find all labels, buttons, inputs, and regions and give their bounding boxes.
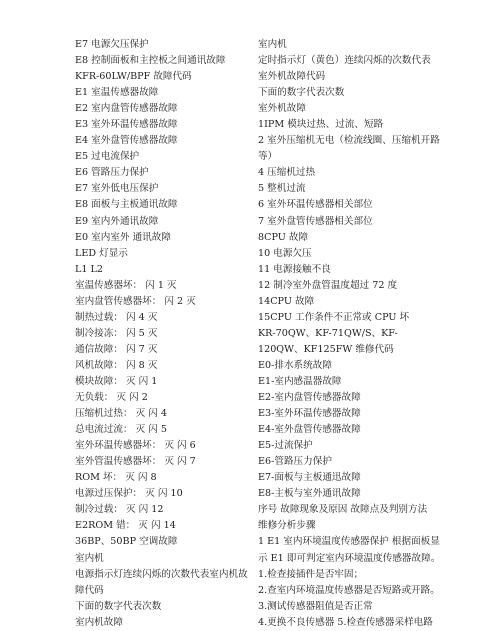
left-column-text-line: 36BP、50BP 空调故障 [75,536,178,548]
left-column-text-line: E8 面板与主板通讯故障 [75,199,178,211]
right-column-text-line: 1.检查接插件是否牢固； [258,568,364,580]
right-column-text-line: 15CPU 工作条件不正常或 CPU 坏 [258,311,410,323]
right-column [258,37,496,631]
right-column-text-line: E5-过流保护 [258,440,313,452]
left-column-text-line: 无负载： 灭 闪 2 [75,392,148,404]
left-column-text-line: E2ROM 错： 灭 闪 14 [75,520,176,532]
left-column-text-line: 下面的数字代表次数 [75,600,162,612]
right-column-text-line: 序号 故障现象及原因 故障点及判别方法 [258,504,428,516]
right-column-text-line: 11 电源接触不良 [258,263,331,275]
right-column-text-line: 室内机 [258,39,287,50]
left-column-text-line: 室温传感器坏： 闪 1 灭 [75,279,177,291]
right-column-text-line: 4 压缩机过热 [258,167,316,179]
left-column-text-line: 总电流过流： 灭 闪 5 [75,424,168,436]
right-column-text-line: E4-室外盘管传感器故障 [258,424,361,436]
right-column-text-line: E0-排水系统故障 [258,359,332,371]
left-column-text-line: 制热过载： 闪 4 灭 [75,311,158,323]
right-column-text-line: 室外机故障 [258,103,306,115]
left-column-text-line: ROM 坏： 灭 闪 8 [75,472,157,484]
right-column-text-line: 4.更换不良传感器 5.检查传感器采样电路 [258,616,433,628]
left-column-text-line: 制冷过载： 灭 闪 12 [75,504,164,516]
right-column-text-line: 5 整机过流 [258,183,306,195]
right-column-text-line: E7-面板与主板通迅故障 [258,472,361,484]
right-column-text-line: 定时指示灯（黄色）连续闪烁的次数代表 [258,55,431,67]
right-column-text-line: 下面的数字代表次数 [258,87,345,99]
right-column-text-line: 8CPU 故障 [258,231,309,243]
left-column-text-line: 障代码 [75,584,104,596]
left-column-text-line: E4 室外盘管传感器故障 [75,135,178,147]
left-column-text-line: LED 灯显示 [75,247,128,259]
right-column-text-line: 7 室外盘管传感器相关部位 [258,215,373,227]
left-column-text-line: 室内盘管传感器坏： 闪 2 灭 [75,295,196,307]
left-column-text-line: E2 室内盘管传感器故障 [75,103,178,115]
left-column [75,37,250,631]
right-column-text-line: 14CPU 故障 [258,295,315,307]
left-column-text-line: KFR-60LW/BPF 故障代码 [75,71,192,83]
left-column-text-line: E5 过电流保护 [75,151,140,163]
right-column-text-line: 维修分析步骤 [258,520,316,532]
right-column-text-line: 10 电源欠压 [258,247,312,259]
left-column-text-line: E8 控制面板和主控板之间通讯故障 [75,55,226,67]
right-column-text-line: E8-主板与室外通讯故障 [258,488,361,500]
left-column-text-line: L1 L2 [75,263,103,275]
right-column-text-line: 2.查室内环境温度传感器是否短路或开路。 [258,584,440,596]
right-column-text-line: E2-室内盘管传感器故障 [258,392,361,404]
right-column-text-line: 3.测试传感器阻值是否正常 [258,600,373,612]
right-column-text-line: 2 室外压缩机无电（检流线圈、压缩机开路 [258,135,440,147]
left-column-text-line: E1 室温传感器故障 [75,87,159,99]
right-column-text-line: 示 E1 即可判定室内环境温度传感器故障。 [258,552,441,564]
left-column-text-line: 室外环温传感器坏： 灭 闪 6 [75,440,196,452]
left-column-text-line: E0 室内室外 通讯故障 [75,231,171,243]
right-column-text-line: 等） [258,151,278,163]
left-column-text-line: 电源过压保护： 灭 闪 10 [75,488,183,500]
left-column-text-line: E9 室内外通讯故障 [75,215,159,227]
right-column-text-line: E6-管路压力保护 [258,456,332,468]
left-column-text-line: E7 室外低电压保护 [75,183,159,195]
left-column-text-line: E7 电源欠压保护 [75,39,149,50]
left-column-text-line: 模块故障： 灭 闪 1 [75,375,158,387]
right-column-text-line: E3-室外环温传感器故障 [258,408,361,420]
left-column-text-line: 室内机 [75,552,104,564]
left-column-text-line: E6 管路压力保护 [75,167,149,179]
left-column-text-line: E3 室外环温传感器故障 [75,119,178,131]
right-column-text-line: 6 室外环温传感器相关部位 [258,199,373,211]
right-column-text-line: 1IPM 模块过热、过流、短路 [258,119,384,131]
right-column-text-line: KR-70QW、KF-71QW/S、KF- [258,327,398,339]
right-column-text-line: 120QW、KF125FW 维修代码 [258,343,394,355]
left-column-text-line: 室内机故障 [75,616,123,628]
left-column-text-line: 制冷接冻： 闪 5 灭 [75,327,158,339]
right-column-text-line: 室外机故障代码 [258,71,326,83]
left-column-text-line: 压缩机过热： 灭 闪 4 [75,408,168,420]
left-column-text-line: 通信故障： 闪 7 灭 [75,343,158,355]
left-column-text-line: 电源指示灯连续闪烁的次数代表室内机故 [75,568,248,580]
right-column-text-line: E1-室内感温器故障 [258,375,342,387]
left-column-text-line: 风机故障： 闪 8 灭 [75,359,158,371]
right-column-text-line: 12 制冷室外盘管温度超过 72 度 [258,279,398,291]
right-column-text-line: 1 E1 室内环境温度传感器保护 根据面板显 [258,536,440,548]
left-column-text-line: 室外管温传感器坏： 灭 闪 7 [75,456,196,468]
